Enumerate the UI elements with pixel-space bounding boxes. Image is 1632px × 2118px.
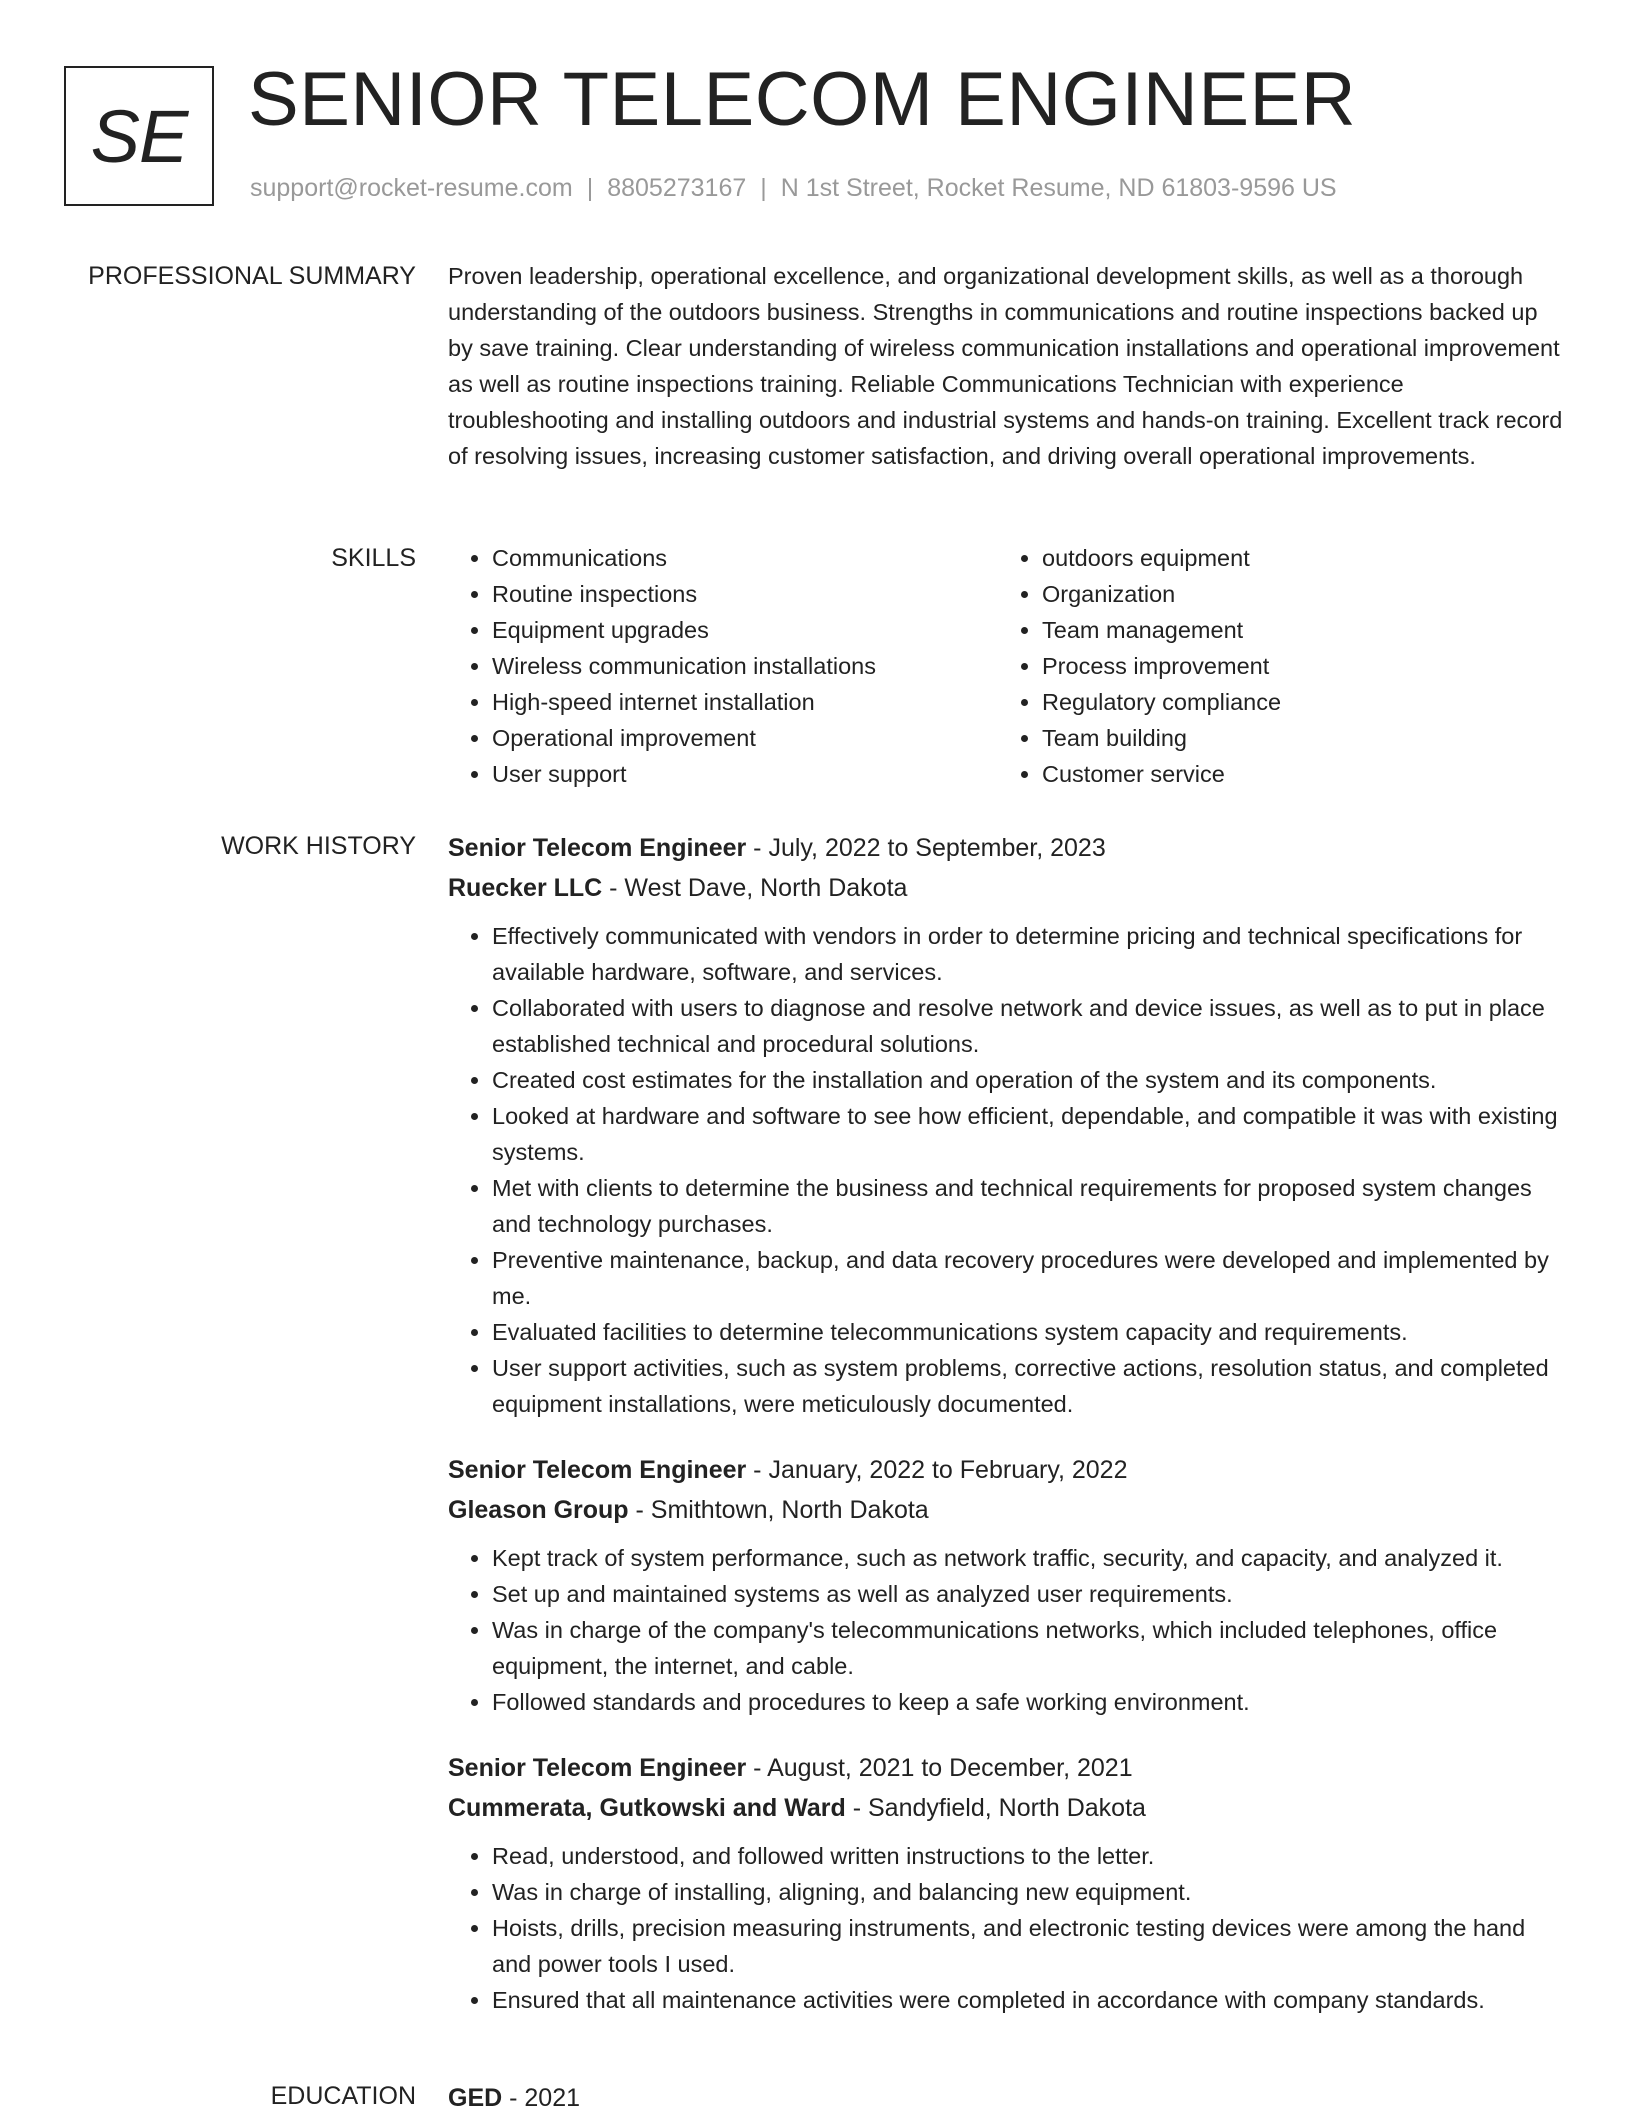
skills-list-left (448, 540, 998, 792)
job-company-line (448, 1788, 1568, 1828)
job-title-line (448, 1450, 1568, 1490)
skill-item: • User support (492, 756, 998, 792)
job-bullet: • Hoists, drills, precision measuring instruments, and electronic testing devices were among the hand and power tools I used. (492, 1910, 1568, 1982)
job-bullet: • Was in charge of the company's telecommunications networks, which included telephones, office equipment, the internet, and cable. (492, 1612, 1568, 1684)
job-bullet: • Created cost estimates for the installation and operation of the system and its components. (492, 1062, 1568, 1098)
job-bullet: • Ensured that all maintenance activities were completed in accordance with company standards. (492, 1982, 1568, 2018)
job-company: Gleason Group (448, 1496, 629, 1524)
job-bullet: • Kept track of system performance, such as network traffic, security, and capacity, and analyzed it. (492, 1540, 1568, 1576)
job-location: - West Dave, North Dakota (602, 874, 908, 902)
job-bullet: • Set up and maintained systems as well as analyzed user requirements. (492, 1576, 1568, 1612)
monogram-initials: SE (90, 94, 188, 178)
job-location: - Sandyfield, North Dakota (845, 1794, 1146, 1822)
job-bullet: • Met with clients to determine the business and technical requirements for proposed system changes and technology purchases. (492, 1170, 1568, 1242)
job-company-line (448, 1490, 1568, 1530)
job-dates: - August, 2021 to December, 2021 (746, 1754, 1133, 1782)
contact-separator: | (760, 174, 767, 202)
skills-list-right (998, 540, 1281, 792)
job-title: Senior Telecom Engineer (448, 1754, 747, 1782)
job-dates: - January, 2022 to February, 2022 (746, 1456, 1128, 1484)
skill-item: • Team building (1042, 720, 1281, 756)
job-bullets (448, 918, 1568, 1422)
contact-separator: | (586, 174, 594, 202)
job-bullet: • Preventive maintenance, backup, and data recovery procedures were developed and implemented by me. (492, 1242, 1568, 1314)
contact-line (250, 174, 1337, 203)
job-title: Senior Telecom Engineer (448, 1456, 747, 1484)
skills-columns (448, 540, 1568, 792)
job-title-line (448, 828, 1568, 868)
contact-address: N 1st Street, Rocket Resume, ND 61803-9596 US (780, 174, 1337, 202)
summary-text: Proven leadership, operational excellence, and organizational development skills, as well as a thorough understanding of the outdoors business. Strengths in communications and routine inspections backed up by save training. Clear understanding of wireless communication installations and operational improvement as well as routine inspections training. Reliable Communications Technician with experience troubleshooting and installing outdoors and industrial systems and hands-on training. Excellent track record of resolving issues, increasing customer satisfaction, and driving overall operational improvements. (448, 263, 1563, 469)
job-title: Senior Telecom Engineer (448, 834, 747, 862)
summary-body (448, 258, 1568, 474)
job-bullets (448, 1540, 1568, 1720)
education-year: - 2021 (502, 2084, 581, 2112)
skill-item: • Equipment upgrades (492, 612, 998, 648)
skill-item: • Customer service (1042, 756, 1281, 792)
skills-body (448, 540, 1568, 792)
job-bullet: • Effectively communicated with vendors in order to determine pricing and technical specifications for available hardware, software, and services. (492, 918, 1568, 990)
job-bullet: • Read, understood, and followed written instructions to the letter. (492, 1838, 1568, 1874)
job-bullet: • Evaluated facilities to determine telecommunications system capacity and requirements. (492, 1314, 1568, 1350)
job-entry (448, 1748, 1568, 2018)
job-bullet: • Collaborated with users to diagnose and resolve network and device issues, as well as to put in place established technical and procedural solutions. (492, 990, 1568, 1062)
job-bullets (448, 1838, 1568, 2018)
job-bullet: • Was in charge of installing, aligning, and balancing new equipment. (492, 1874, 1568, 1910)
skill-item: • outdoors equipment (1042, 540, 1281, 576)
skill-item: • Regulatory compliance (1042, 684, 1281, 720)
section-label-summary: PROFESSIONAL SUMMARY (88, 262, 416, 290)
skill-item: • Organization (1042, 576, 1281, 612)
education-degree: GED (448, 2084, 503, 2112)
skill-item: • Operational improvement (492, 720, 998, 756)
job-bullet: • Followed standards and procedures to keep a safe working environment. (492, 1684, 1568, 1720)
skill-item: • Team management (1042, 612, 1281, 648)
job-bullet: • User support activities, such as system problems, corrective actions, resolution status, and completed equipment installations, were meticulously documented. (492, 1350, 1568, 1422)
job-dates: - July, 2022 to September, 2023 (746, 834, 1106, 862)
resume-title: SENIOR TELECOM ENGINEER (248, 57, 1357, 142)
education-body (448, 2078, 1568, 2118)
skill-item: • Communications (492, 540, 998, 576)
job-company-line (448, 868, 1568, 908)
monogram-box (64, 66, 214, 206)
job-title-line (448, 1748, 1568, 1788)
skill-item: • High-speed internet installation (492, 684, 998, 720)
section-label-work: WORK HISTORY (221, 832, 416, 860)
contact-phone: 8805273167 (607, 174, 747, 202)
job-location: - Smithtown, North Dakota (628, 1496, 929, 1524)
job-company: Ruecker LLC (448, 874, 603, 902)
job-company: Cummerata, Gutkowski and Ward (448, 1794, 846, 1822)
job-bullet: • Looked at hardware and software to see how efficient, dependable, and compatible it was with existing systems. (492, 1098, 1568, 1170)
education-line (448, 2078, 1568, 2118)
contact-email: support@rocket-resume.com (250, 174, 573, 202)
work-body (448, 828, 1568, 2046)
skill-item: • Process improvement (1042, 648, 1281, 684)
section-label-education: EDUCATION (270, 2082, 416, 2110)
job-entry (448, 828, 1568, 1422)
job-entry (448, 1450, 1568, 1720)
skill-item: • Routine inspections (492, 576, 998, 612)
skill-item: • Wireless communication installations (492, 648, 998, 684)
section-label-skills: SKILLS (331, 544, 416, 572)
